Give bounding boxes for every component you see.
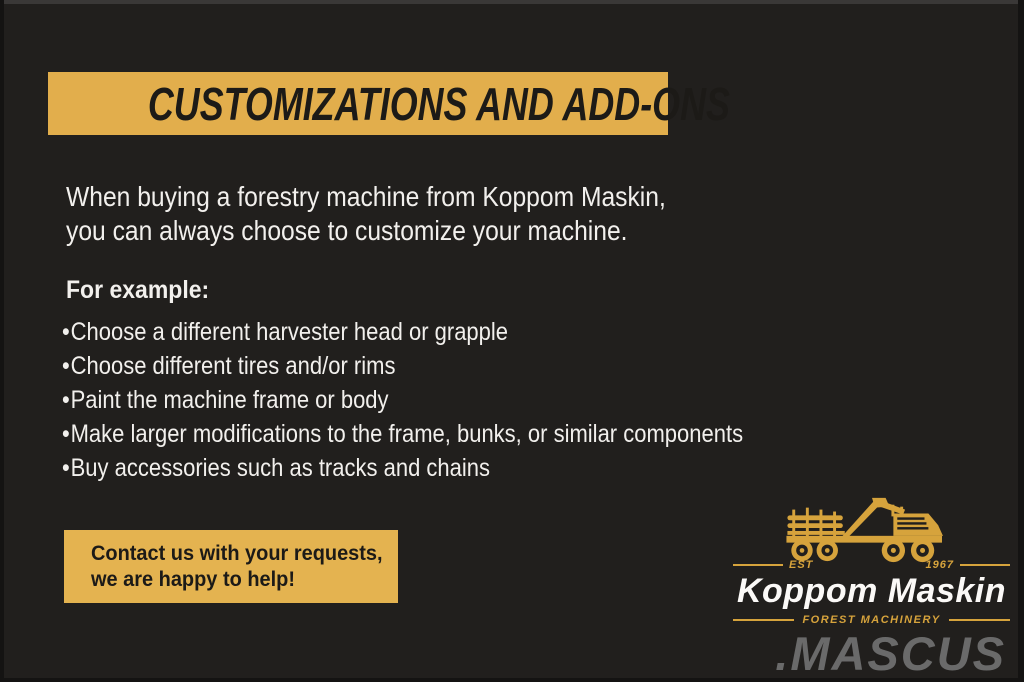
koppom-maskin-logo: [733, 495, 1010, 626]
bullet-text: Choose a different harvester head or grapple: [70, 318, 509, 346]
title-banner: [48, 72, 730, 135]
logo-est-row: [733, 559, 1010, 571]
slide-background: [4, 4, 1018, 678]
contact-callout-box: [64, 530, 398, 603]
bullet-icon: •: [62, 386, 70, 414]
divider: [960, 564, 1010, 566]
logo-tagline: FOREST MACHINERY: [802, 614, 941, 626]
intro-line-1: When buying a forestry machine from Koppom Maskin,: [66, 181, 666, 212]
logo-tagline-row: [733, 614, 1010, 626]
page-title: CUSTOMIZATIONS AND ADD-ONS: [147, 77, 730, 130]
list-item: [62, 454, 836, 488]
divider: [733, 619, 794, 621]
contact-line-2: we are happy to help!: [91, 568, 295, 591]
forwarder-machine-icon: [783, 495, 961, 565]
intro-paragraph: [66, 180, 748, 248]
mascus-watermark: .MASCUS: [775, 627, 1006, 680]
logo-company-name: Koppom Maskin: [736, 572, 1007, 610]
list-item: [62, 318, 836, 352]
bullet-icon: •: [62, 318, 70, 346]
list-item: [62, 386, 836, 420]
bullet-text: Choose different tires and/or rims: [70, 352, 396, 380]
contact-line-1: Contact us with your requests,: [91, 542, 383, 565]
list-item: [62, 420, 836, 454]
bullet-text: Buy accessories such as tracks and chains: [70, 454, 491, 482]
divider: [949, 619, 1010, 621]
list-item: [62, 352, 836, 386]
top-border-strip: [4, 0, 1018, 4]
bullet-text: Paint the machine frame or body: [70, 386, 389, 414]
examples-heading: For example:: [66, 276, 210, 304]
logo-est-label: EST: [789, 559, 814, 571]
intro-line-2: you can always choose to customize your machine.: [66, 215, 628, 246]
examples-list: [62, 318, 836, 488]
bullet-icon: •: [62, 454, 70, 482]
bullet-icon: •: [62, 420, 70, 448]
divider: [733, 564, 783, 566]
bullet-text: Make larger modifications to the frame, bunks, or similar components: [70, 420, 744, 448]
logo-year: 1967: [925, 559, 954, 571]
bullet-icon: •: [62, 352, 70, 380]
